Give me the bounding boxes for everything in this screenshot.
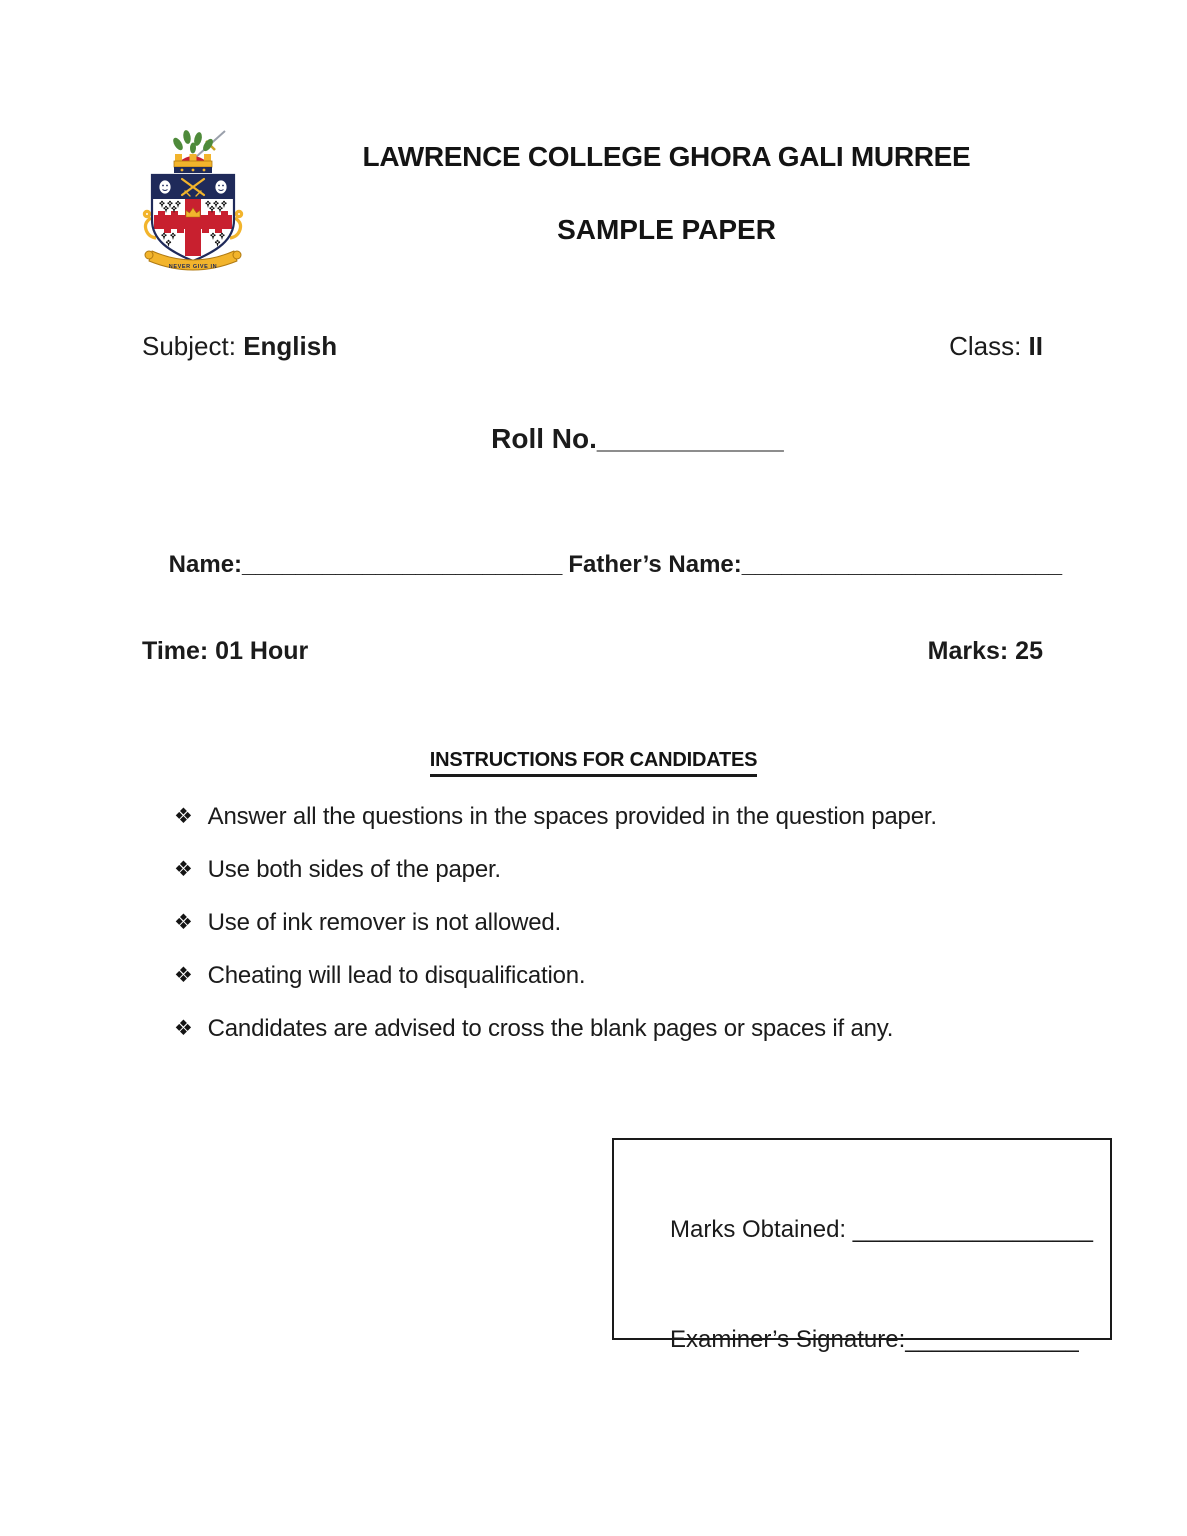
bullet-diamond-icon: ❖ [174,858,193,881]
instruction-item [174,856,1104,884]
instruction-text: Answer all the questions in the spaces provided in the question paper. [207,803,937,830]
marks-obtained-row [630,1188,1093,1272]
roll-no-label: Roll No. [491,423,597,454]
marks-box [612,1138,1112,1353]
bullet-diamond-icon: ❖ [174,805,193,828]
time-marks-row [142,637,1043,666]
marks-field: Marks: 25 [927,637,1043,665]
instruction-text: Cheating will lead to disqualification. [207,962,586,989]
marks-obtained-blank: __________________ [846,1216,1094,1243]
marks-obtained-label: Marks Obtained: [670,1216,847,1243]
instruction-text: Candidates are advised to cross the blank pages or spaces if any. [207,1015,894,1042]
name-row [142,523,1102,607]
instructions-list [174,803,1104,1068]
page-title: LAWRENCE COLLEGE GHORA GALI MURREE [362,141,971,172]
page-subtitle: SAMPLE PAPER [557,214,776,245]
instructions-heading: INSTRUCTIONS FOR CANDIDATES [430,749,758,777]
subject-value: English [243,331,338,361]
subject-label: Subject: [142,331,236,361]
examiner-signature-row [630,1298,1079,1382]
bullet-diamond-icon: ❖ [174,1017,193,1040]
instruction-text: Use of ink remover is not allowed. [207,909,561,936]
roll-no-row [460,391,784,487]
examiner-signature-blank: _____________ [905,1326,1079,1353]
father-name-blank: ________________________ [741,551,1063,578]
father-name-label: Father’s Name: [568,551,742,578]
roll-no-blank: ____________ [596,423,784,454]
crest-motto-text: NEVER GIVE IN [168,264,218,270]
instruction-item [174,1015,1104,1043]
class-field [949,331,1043,362]
time-field: Time: 01 Hour [142,637,309,665]
instruction-item [174,962,1104,990]
class-value: II [1028,331,1043,361]
subject-field [142,331,337,362]
instruction-text: Use both sides of the paper. [207,856,501,883]
instruction-item [174,909,1104,937]
bullet-diamond-icon: ❖ [174,911,193,934]
subject-class-row [142,331,1043,362]
instructions-heading-wrap [0,749,1187,777]
name-blank: ________________________ [242,551,563,578]
examiner-signature-label: Examiner’s Signature: [670,1326,906,1353]
instruction-item [174,803,1104,831]
bullet-diamond-icon: ❖ [174,964,193,987]
name-label: Name: [168,551,243,578]
class-label: Class: [949,331,1022,361]
